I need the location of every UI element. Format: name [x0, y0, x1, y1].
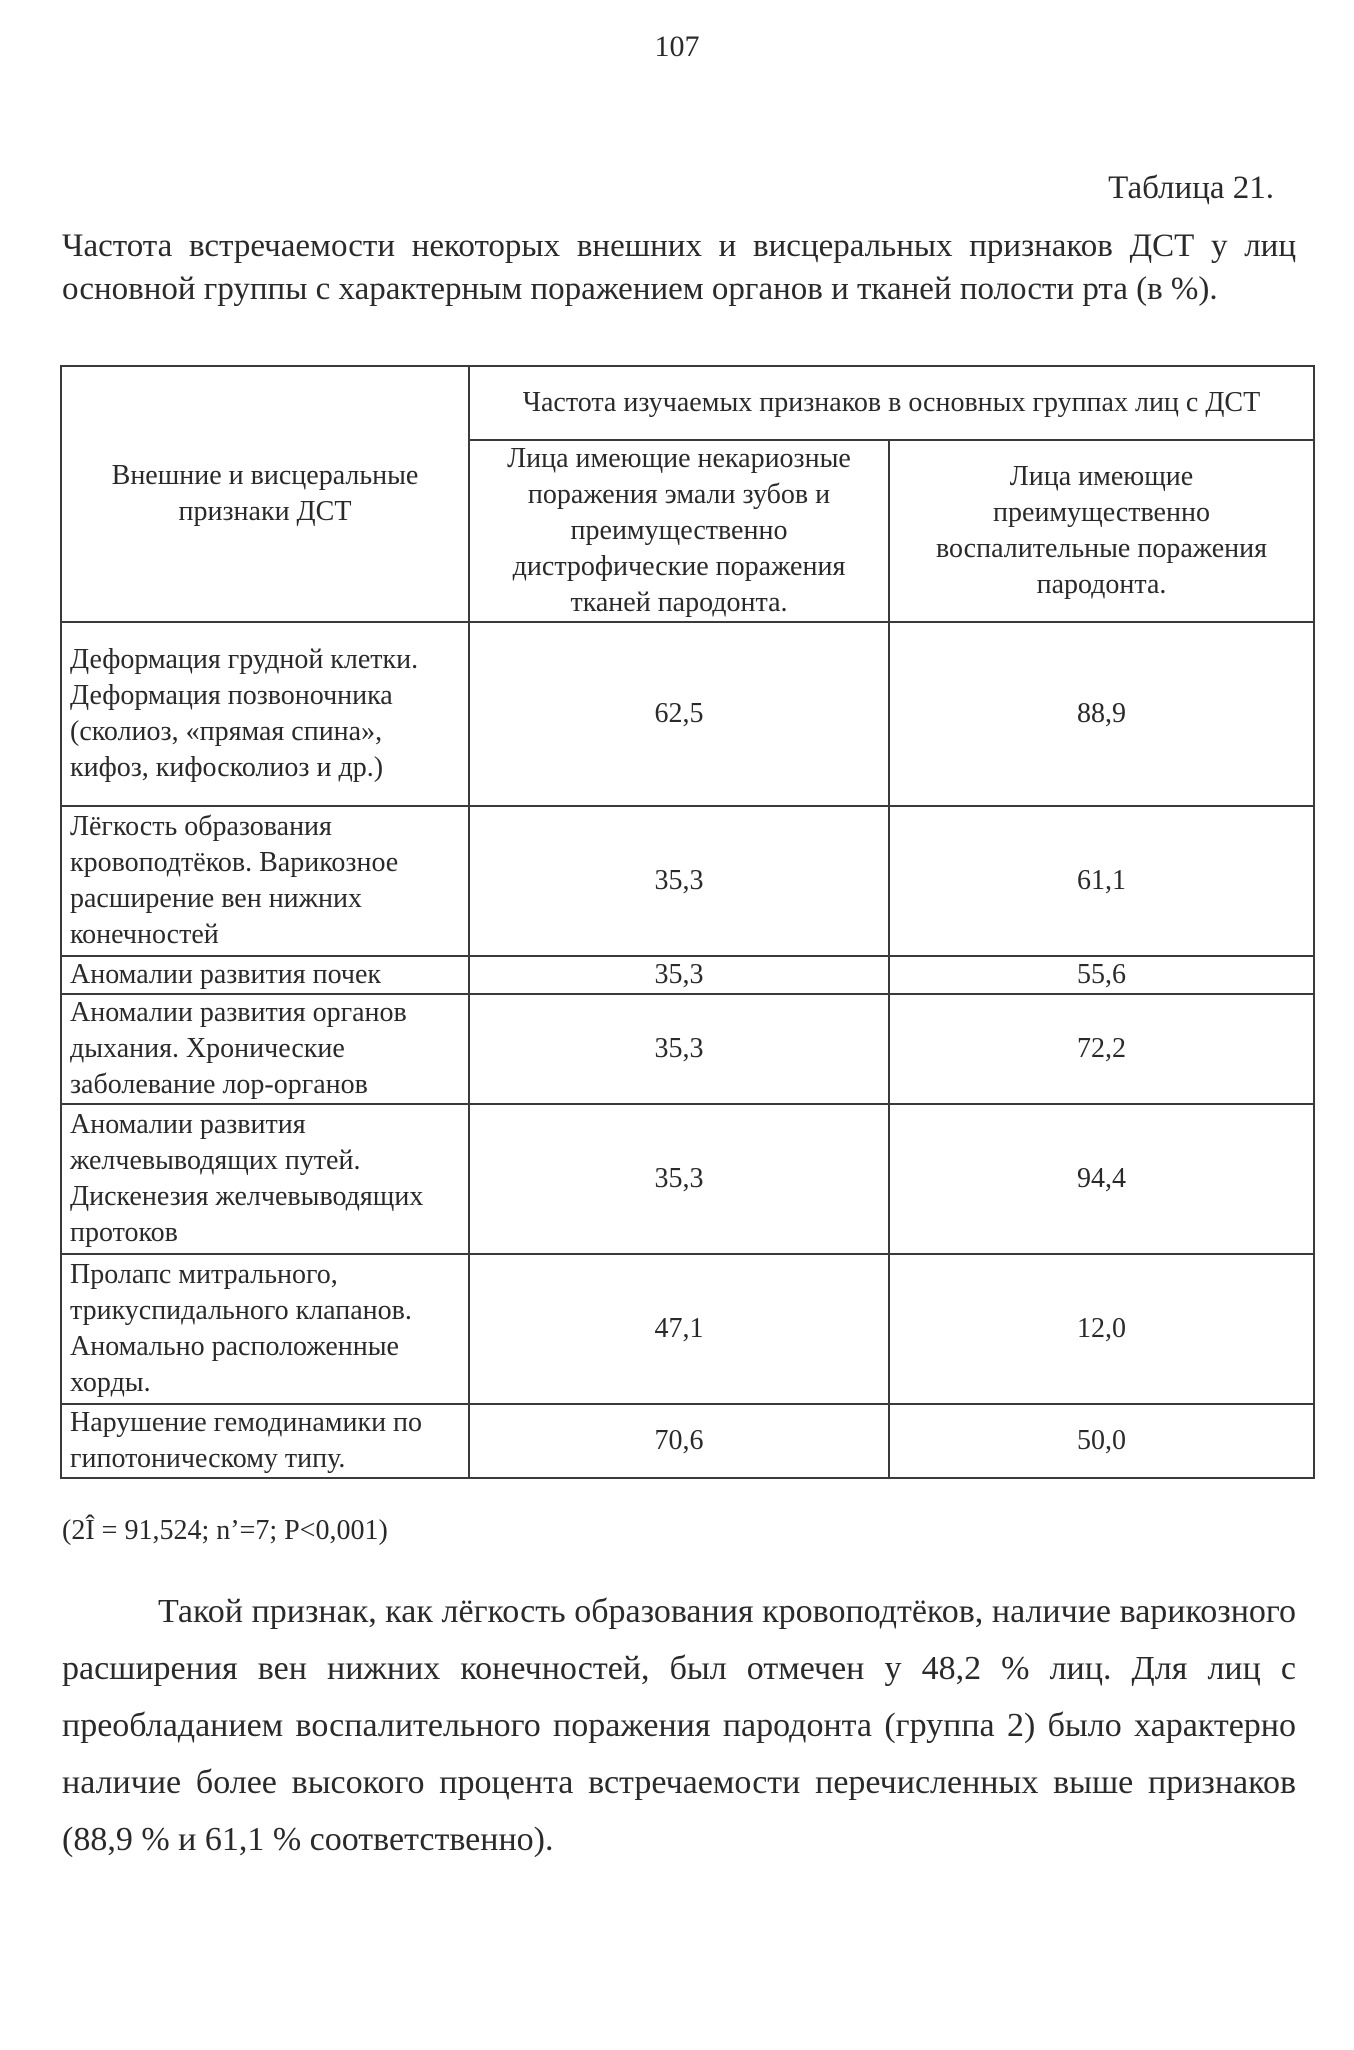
table-row [61, 1404, 1314, 1478]
feature-cell: Аномалии развития желчевыводящих путей. Дискенезия желчевыводящих протоков [61, 1104, 469, 1254]
table-row [61, 956, 1314, 994]
table-label: Таблица 21. [1108, 170, 1274, 206]
group1-value-cell: 35,3 [469, 956, 889, 994]
table-caption: Частота встречаемости некоторых внешних и висцеральных признаков ДСТ у лиц основной группы с характерным поражением органов и тканей полости рта (в %). [62, 228, 1296, 307]
group1-value-cell: 47,1 [469, 1254, 889, 1404]
group1-value-cell: 35,3 [469, 1104, 889, 1254]
dst-frequency-table [60, 365, 1315, 1479]
feature-column-header: Внешние и висцеральные признаки ДСТ [61, 366, 469, 622]
group2-value-cell: 61,1 [889, 806, 1314, 956]
table-row [61, 622, 1314, 806]
group1-column-header: Лица имеющие некариозные поражения эмали зубов и преимущественно дистрофические поражения тканей пародонта. [469, 440, 889, 622]
feature-cell: Пролапс митрального, трикуспидального клапанов. Аномально расположенные хорды. [61, 1254, 469, 1404]
group1-value-cell: 62,5 [469, 622, 889, 806]
group2-value-cell: 50,0 [889, 1404, 1314, 1478]
group2-value-cell: 94,4 [889, 1104, 1314, 1254]
table-row [61, 994, 1314, 1104]
table-row [61, 806, 1314, 956]
group2-value-cell: 55,6 [889, 956, 1314, 994]
table-row [61, 1104, 1314, 1254]
group1-value-cell: 70,6 [469, 1404, 889, 1478]
group2-column-header: Лица имеющие преимущественно воспалительные поражения пародонта. [889, 440, 1314, 622]
statistics-line: (2Î = 91,524; n’=7; P<0,001) [62, 1515, 388, 1546]
group2-value-cell: 12,0 [889, 1254, 1314, 1404]
feature-cell: Деформация грудной клетки. Деформация позвоночника (сколиоз, «прямая спина», кифоз, кифосколиоз и др.) [61, 622, 469, 806]
group2-value-cell: 88,9 [889, 622, 1314, 806]
page-number: 107 [654, 30, 700, 63]
group1-value-cell: 35,3 [469, 806, 889, 956]
feature-cell: Аномалии развития органов дыхания. Хронические заболевание лор-органов [61, 994, 469, 1104]
table-row [61, 1254, 1314, 1404]
group2-value-cell: 72,2 [889, 994, 1314, 1104]
body-paragraph: Такой признак, как лёгкость образования кровоподтёков, наличие варикозного расширения вен нижних конечностей, был отмечен у 48,2 % лиц. Для лиц с преобладанием воспалительного поражения пародонта (группа 2) было характерно наличие более высокого процента встречаемости перечисленных выше признаков (88,9 % и 61,1 % соответственно). [62, 1593, 1296, 1858]
frequency-group-header: Частота изучаемых признаков в основных группах лиц с ДСТ [469, 366, 1314, 440]
feature-cell: Аномалии развития почек [61, 956, 469, 994]
group1-value-cell: 35,3 [469, 994, 889, 1104]
feature-cell: Нарушение гемодинамики по гипотоническому типу. [61, 1404, 469, 1478]
feature-cell: Лёгкость образования кровоподтёков. Варикозное расширение вен нижних конечностей [61, 806, 469, 956]
